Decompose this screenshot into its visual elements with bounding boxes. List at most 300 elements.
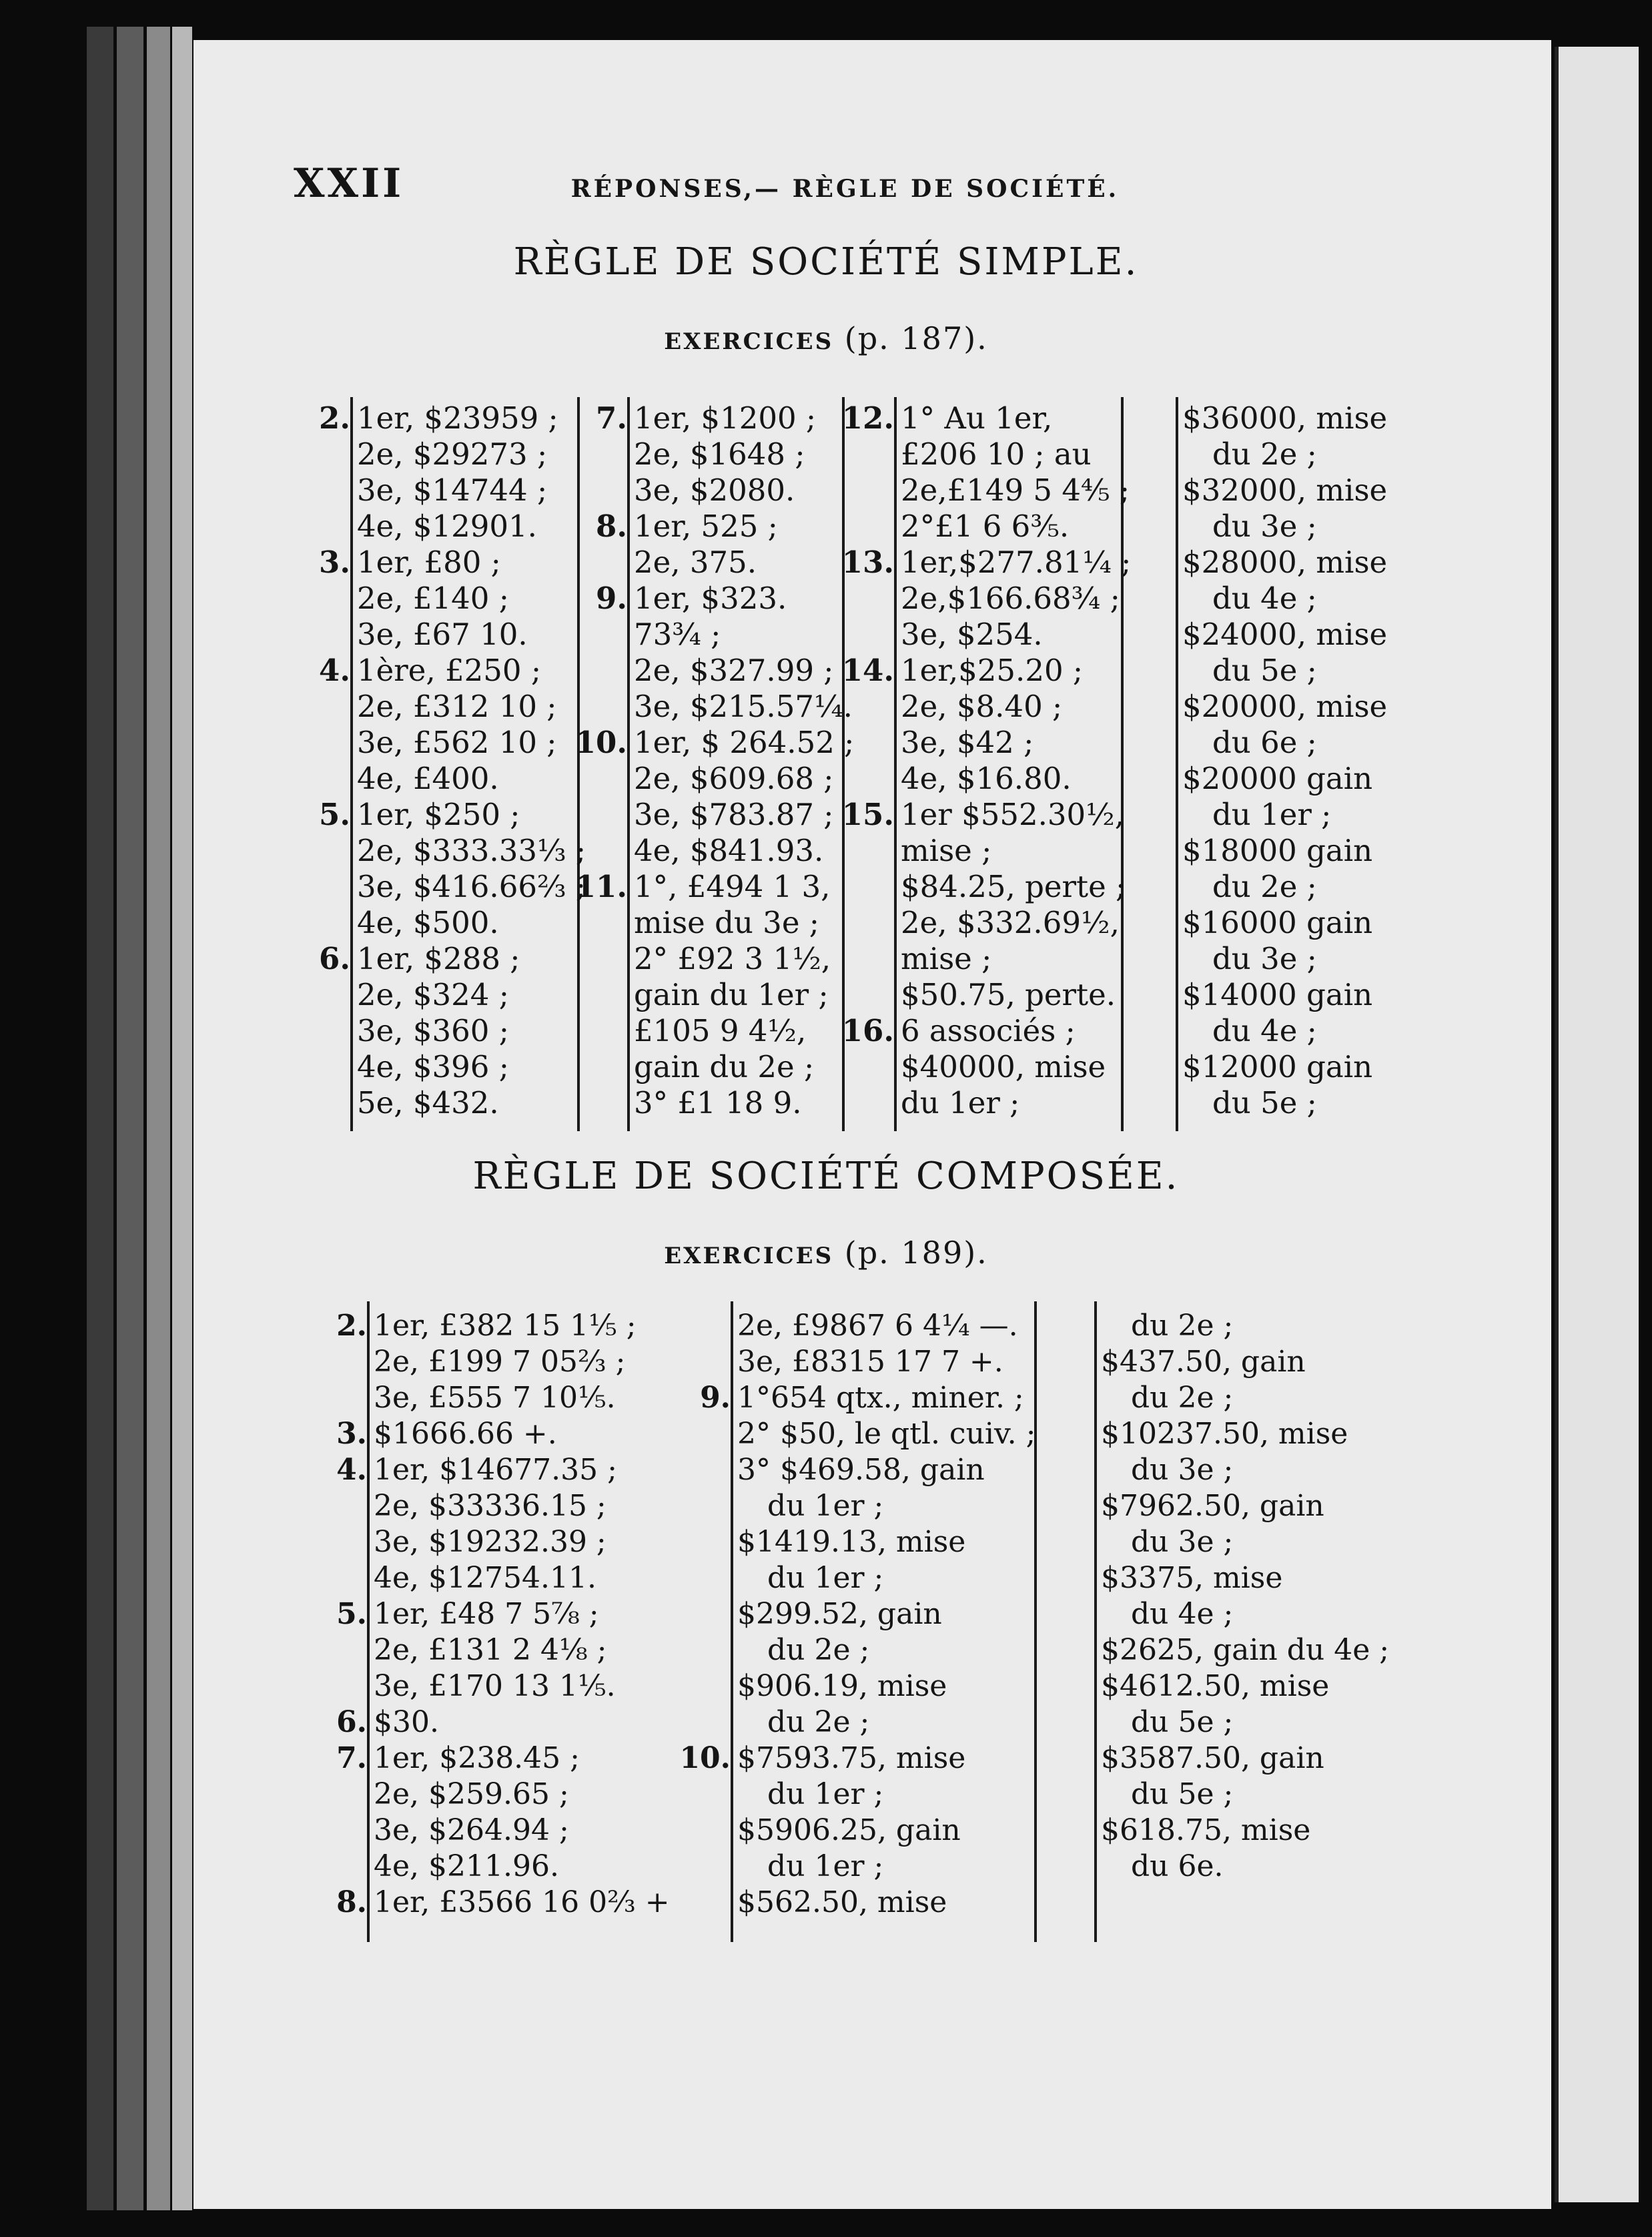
answer-text: du 5e ; — [1212, 1085, 1317, 1121]
answer-line — [901, 472, 1131, 509]
answer-line — [634, 1085, 854, 1121]
answer-text: 2e, $333.33⅓ ; — [357, 833, 586, 868]
answer-text: 1er,$25.20 ; — [901, 653, 1084, 688]
answer-line — [737, 1704, 1036, 1740]
answer-line — [901, 941, 1131, 977]
answer-text: $16000 gain — [1182, 905, 1373, 940]
answer-line — [634, 905, 854, 941]
page-number: XXII — [294, 160, 404, 207]
answer-text: 1er, $ 264.52 ; — [634, 725, 855, 760]
answer-line — [357, 472, 586, 509]
answer-text: 3e, £67 10. — [357, 617, 528, 652]
answer-line — [357, 905, 586, 941]
answer-line — [374, 1488, 670, 1524]
answer-line — [1101, 1308, 1389, 1344]
answer-line — [357, 725, 586, 761]
answer-text: 1ère, £250 ; — [357, 653, 541, 688]
answer-text: 1°654 qtx., miner. ; — [737, 1381, 1024, 1415]
exercise-number: 12. — [841, 400, 894, 436]
answer-text: $24000, mise — [1182, 617, 1388, 652]
answers-column-2 — [574, 400, 855, 1121]
answer-line — [1182, 509, 1387, 545]
answer-text: 1er, £3566 16 0⅔ + — [374, 1885, 670, 1919]
answer-line — [1101, 1380, 1389, 1416]
answer-text: 3e, £562 10 ; — [357, 725, 557, 760]
answer-text: $20000, mise — [1182, 689, 1388, 724]
answer-line — [841, 400, 1131, 436]
answer-text: 2e, £9867 6 4¼ —. — [737, 1309, 1018, 1343]
answer-line — [319, 797, 586, 833]
answer-text: 1er, £80 ; — [357, 545, 501, 580]
column-rule — [627, 397, 630, 1131]
answer-line — [336, 1416, 670, 1452]
answer-line — [901, 436, 1131, 472]
answer-text: 1er, $238.45 ; — [374, 1741, 580, 1775]
answer-line — [1182, 689, 1387, 725]
answer-text: 1°, £494 1 3, — [634, 869, 831, 904]
answer-line — [574, 869, 854, 905]
answer-text: 2° £92 3 1½, — [634, 941, 831, 976]
answer-line — [1182, 761, 1387, 797]
answer-line — [319, 400, 586, 436]
answer-text: du 3e ; — [1131, 1525, 1234, 1559]
answers-column-4 — [1182, 400, 1387, 1121]
answer-text: 2e, 375. — [634, 545, 757, 580]
answer-text: du 2e ; — [1131, 1381, 1234, 1415]
answer-line — [596, 509, 854, 545]
answer-line — [841, 545, 1132, 581]
answer-line — [1182, 941, 1387, 977]
answer-text: 4e, $16.80. — [901, 761, 1072, 796]
answer-text: 2e, $29273 ; — [357, 436, 548, 472]
answer-text: du 5e ; — [1131, 1705, 1234, 1739]
answer-line — [841, 653, 1131, 689]
answer-line — [336, 1596, 670, 1632]
answer-text: 4e, $12901. — [357, 509, 537, 544]
answer-line — [1182, 653, 1387, 689]
exercise-number: 3. — [319, 545, 350, 580]
exercise-number: 8. — [596, 509, 627, 544]
answer-line — [596, 400, 854, 436]
answer-line — [374, 1632, 670, 1668]
answer-text: du 3e ; — [1212, 509, 1317, 544]
answer-text: 6 associés ; — [901, 1013, 1076, 1048]
answer-text: 1er, $323. — [634, 581, 787, 616]
answer-text: 4e, $211.96. — [374, 1849, 559, 1883]
answer-text: $18000 gain — [1182, 833, 1373, 868]
answer-line — [374, 1849, 670, 1885]
answer-line — [357, 977, 586, 1013]
answer-text: 2e, £199 7 05⅔ ; — [374, 1345, 626, 1379]
answer-line — [1101, 1596, 1389, 1632]
answer-text: $12000 gain — [1182, 1049, 1373, 1084]
answer-text: gain du 1er ; — [634, 977, 829, 1012]
section-title-composee: RÈGLE DE SOCIÉTÉ COMPOSÉE. — [472, 1155, 1180, 1198]
answer-text: 4e, $841.93. — [634, 833, 824, 868]
answer-text: du 5e ; — [1131, 1777, 1234, 1811]
answer-line — [901, 869, 1131, 905]
answer-line — [374, 1344, 670, 1380]
exercise-number: 10. — [574, 725, 627, 760]
answer-text: du 6e. — [1131, 1849, 1224, 1883]
answer-line — [357, 1049, 586, 1085]
answer-line — [901, 689, 1131, 725]
answer-text: £105 9 4½, — [634, 1013, 807, 1048]
answer-line — [737, 1632, 1036, 1668]
answer-line — [374, 1813, 670, 1849]
subtitle-word: EXERCICES — [664, 1243, 834, 1269]
answer-line — [1101, 1704, 1389, 1740]
answer-line — [1182, 1049, 1387, 1085]
answer-line — [737, 1452, 1036, 1488]
answer-text: du 1er ; — [767, 1777, 884, 1811]
answer-line — [737, 1596, 1036, 1632]
answer-line — [737, 1344, 1036, 1380]
answer-text: 1er, £382 15 1⅕ ; — [374, 1309, 637, 1343]
exercise-number: 5. — [319, 797, 350, 832]
answer-line — [1101, 1560, 1389, 1596]
answer-line — [357, 833, 586, 869]
answer-line — [737, 1849, 1036, 1885]
answer-line — [634, 1049, 854, 1085]
exercise-number: 11. — [574, 869, 627, 904]
answer-text: 2e,£149 5 4⅘ ; — [901, 472, 1130, 508]
column-rule — [350, 397, 353, 1131]
answer-text: 73¾ ; — [634, 617, 721, 652]
answer-text: du 3e ; — [1212, 941, 1317, 976]
answer-line — [1182, 400, 1387, 436]
answer-line — [574, 725, 855, 761]
answers-column-3 — [1101, 1308, 1389, 1885]
answer-line — [374, 1524, 670, 1560]
answer-text: 1er, $288 ; — [357, 941, 520, 976]
answer-text: du 1er ; — [767, 1561, 884, 1595]
answer-line — [634, 472, 854, 509]
exercise-number: 15. — [841, 797, 894, 832]
answer-text: $437.50, gain — [1101, 1345, 1306, 1379]
answer-line — [336, 1740, 670, 1777]
answer-text: $32000, mise — [1182, 472, 1388, 508]
answer-text: 3e, $14744 ; — [357, 472, 548, 508]
answer-line — [1182, 725, 1387, 761]
answer-text: 4e, £400. — [357, 761, 499, 796]
answer-text: du 2e ; — [767, 1705, 870, 1739]
answer-line — [374, 1777, 670, 1813]
answer-text: du 2e ; — [767, 1633, 870, 1667]
answer-text: $618.75, mise — [1101, 1813, 1311, 1847]
answer-line — [1182, 833, 1387, 869]
column-rule — [731, 1301, 733, 1942]
answer-text: 2°£1 6 6⅗. — [901, 509, 1070, 544]
answer-line — [901, 977, 1131, 1013]
answer-line — [319, 545, 586, 581]
answer-text: $40000, mise — [901, 1049, 1106, 1084]
answer-text: 2e, $324 ; — [357, 977, 509, 1012]
exercise-number: 4. — [319, 653, 350, 688]
answer-text: 3e, $215.57¼. — [634, 689, 853, 724]
answer-line — [737, 1488, 1036, 1524]
answer-line — [374, 1380, 670, 1416]
answer-text: $1666.66 +. — [374, 1417, 557, 1451]
answer-line — [596, 581, 854, 617]
answer-text: mise ; — [901, 941, 992, 976]
page-header — [294, 160, 1119, 207]
answer-line — [1101, 1813, 1389, 1849]
answer-line — [901, 509, 1131, 545]
answer-text: 3° £1 18 9. — [634, 1085, 802, 1121]
answer-line — [901, 1049, 1131, 1085]
exercise-number: 9. — [596, 581, 627, 616]
answer-text: 3e, $254. — [901, 617, 1043, 652]
exercise-number: 4. — [336, 1453, 367, 1487]
section-subtitle-composee — [0, 1235, 1652, 1271]
answer-text: 1er, $250 ; — [357, 797, 520, 832]
exercise-number: 7. — [596, 400, 627, 436]
facing-page-edge — [1555, 47, 1639, 2202]
answer-line — [1182, 545, 1387, 581]
answer-line — [634, 653, 854, 689]
answer-line — [1182, 797, 1387, 833]
exercise-number: 16. — [841, 1013, 894, 1048]
answer-text: 2° $50, le qtl. cuiv. ; — [737, 1417, 1036, 1451]
answer-line — [901, 581, 1131, 617]
answer-text: $299.52, gain — [737, 1597, 942, 1631]
answer-line — [374, 1560, 670, 1596]
answer-text: du 1er ; — [767, 1489, 884, 1523]
answer-line — [1101, 1344, 1389, 1380]
answer-text: 3e, £8315 17 7 +. — [737, 1345, 1003, 1379]
answers-column-1 — [336, 1308, 670, 1921]
answer-line — [1101, 1524, 1389, 1560]
answer-text: 2e, £131 2 4⅛ ; — [374, 1633, 607, 1667]
answer-text: du 2e ; — [1212, 869, 1317, 904]
answer-line — [336, 1452, 670, 1488]
answer-line — [357, 509, 586, 545]
running-head: RÉPONSES,— RÈGLE DE SOCIÉTÉ. — [570, 175, 1120, 203]
answer-line — [1101, 1740, 1389, 1777]
column-rule — [1094, 1301, 1097, 1942]
answer-line — [1182, 905, 1387, 941]
answer-text: du 3e ; — [1131, 1453, 1234, 1487]
answer-line — [901, 905, 1131, 941]
answer-line — [1182, 869, 1387, 905]
answer-text: $1419.13, mise — [737, 1525, 966, 1559]
answer-text: 1er, $23959 ; — [357, 400, 558, 436]
answer-line — [634, 761, 854, 797]
answer-line — [1101, 1668, 1389, 1704]
answer-text: 3e, $42 ; — [901, 725, 1034, 760]
answer-line — [357, 581, 586, 617]
answer-text: 3e, $360 ; — [357, 1013, 509, 1048]
exercise-number: 14. — [841, 653, 894, 688]
answer-text: 2e, $332.69½, — [901, 905, 1120, 940]
answer-line — [634, 545, 854, 581]
answer-line — [357, 436, 586, 472]
exercise-number: 7. — [336, 1741, 367, 1775]
exercise-number: 6. — [319, 941, 350, 976]
answer-text: 4e, $396 ; — [357, 1049, 509, 1084]
answer-line — [1182, 1085, 1387, 1121]
answer-text: 3e, $416.66⅔ ; — [357, 869, 586, 904]
answer-line — [737, 1777, 1036, 1813]
answer-line — [1182, 581, 1387, 617]
answer-text: 1er,$277.81¼ ; — [901, 545, 1132, 580]
answer-line — [700, 1380, 1036, 1416]
answer-text: du 2e ; — [1131, 1309, 1234, 1343]
answer-line — [1182, 977, 1387, 1013]
exercise-number: 8. — [336, 1885, 367, 1919]
section-subtitle-simple — [0, 320, 1652, 356]
answers-column-3 — [841, 400, 1132, 1121]
answer-line — [357, 689, 586, 725]
column-rule — [1176, 397, 1178, 1131]
answer-line — [1101, 1849, 1389, 1885]
section-title-simple: RÈGLE DE SOCIÉTÉ SIMPLE. — [513, 240, 1139, 284]
answer-line — [1101, 1488, 1389, 1524]
answer-text: 4e, $500. — [357, 905, 499, 940]
exercise-number: 13. — [841, 545, 894, 580]
answer-text: 2e, £140 ; — [357, 581, 509, 616]
answer-text: $3375, mise — [1101, 1561, 1283, 1595]
subtitle-ref: (p. 187). — [844, 320, 988, 356]
answer-text: $3587.50, gain — [1101, 1741, 1324, 1775]
answer-text: 2e, $33336.15 ; — [374, 1489, 606, 1523]
answer-text: $30. — [374, 1705, 439, 1739]
answer-text: du 1er ; — [901, 1085, 1020, 1121]
answer-text: 2e, $259.65 ; — [374, 1777, 569, 1811]
answer-line — [1182, 472, 1387, 509]
answer-line — [634, 436, 854, 472]
answer-text: 1er, 525 ; — [634, 509, 778, 544]
answer-text: $50.75, perte. — [901, 977, 1116, 1012]
answer-text: $4612.50, mise — [1101, 1669, 1330, 1703]
answer-text: $20000 gain — [1182, 761, 1373, 796]
exercise-number: 2. — [336, 1309, 367, 1343]
answer-line — [737, 1308, 1036, 1344]
answer-text: $562.50, mise — [737, 1885, 947, 1919]
answer-line — [841, 1013, 1131, 1049]
answer-text: 5e, $432. — [357, 1085, 499, 1121]
answer-text: du 1er ; — [1212, 797, 1332, 832]
answer-line — [634, 689, 854, 725]
answer-line — [357, 1013, 586, 1049]
answer-text: 1° Au 1er, — [901, 400, 1053, 436]
answer-text: $84.25, perte ; — [901, 869, 1126, 904]
answer-text: du 4e ; — [1212, 1013, 1317, 1048]
answer-text: 2e, £312 10 ; — [357, 689, 557, 724]
exercise-number: 9. — [700, 1381, 731, 1415]
answer-text: $5906.25, gain — [737, 1813, 961, 1847]
exercise-number: 5. — [336, 1597, 367, 1631]
answer-line — [841, 797, 1131, 833]
answer-text: mise du 3e ; — [634, 905, 819, 940]
answers-column-2 — [679, 1308, 1036, 1921]
answer-line — [901, 617, 1131, 653]
answer-text: $2625, gain du 4e ; — [1101, 1633, 1390, 1667]
answer-line — [357, 869, 586, 905]
exercise-number: 3. — [336, 1417, 367, 1451]
answer-text: 2e, $8.40 ; — [901, 689, 1063, 724]
answer-line — [737, 1524, 1036, 1560]
exercise-number: 10. — [679, 1741, 731, 1775]
answer-text: 1er $552.30½, — [901, 797, 1125, 832]
answer-text: 3° $469.58, gain — [737, 1453, 985, 1487]
answer-line — [737, 1813, 1036, 1849]
answer-line — [1101, 1416, 1389, 1452]
answer-text: 3e, £170 13 1⅕. — [374, 1669, 616, 1703]
answer-text: 4e, $12754.11. — [374, 1561, 596, 1595]
answer-text: 3e, $264.94 ; — [374, 1813, 569, 1847]
answer-line — [634, 941, 854, 977]
answer-text: du 2e ; — [1212, 436, 1317, 472]
answer-text: 2e, $1648 ; — [634, 436, 805, 472]
answer-line — [1101, 1632, 1389, 1668]
answer-line — [901, 1085, 1131, 1121]
answer-line — [737, 1560, 1036, 1596]
answer-text: du 1er ; — [767, 1849, 884, 1883]
answer-text: du 4e ; — [1212, 581, 1317, 616]
answer-text: 3e, $19232.39 ; — [374, 1525, 606, 1559]
answer-line — [901, 725, 1131, 761]
answer-text: 1er, $14677.35 ; — [374, 1453, 617, 1487]
answer-text: 3e, $2080. — [634, 472, 795, 508]
exercise-number: 2. — [319, 400, 350, 436]
answers-column-1 — [319, 400, 586, 1121]
answer-text: $906.19, mise — [737, 1669, 947, 1703]
answer-text: gain du 2e ; — [634, 1049, 815, 1084]
answer-text: du 5e ; — [1212, 653, 1317, 688]
answer-text: 2e, $327.99 ; — [634, 653, 834, 688]
answer-text: 2e,$166.68¾ ; — [901, 581, 1120, 616]
answer-line — [336, 1308, 670, 1344]
answer-line — [319, 653, 586, 689]
answer-text: 2e, $609.68 ; — [634, 761, 834, 796]
answer-line — [737, 1416, 1036, 1452]
answer-line — [634, 1013, 854, 1049]
answer-line — [357, 761, 586, 797]
subtitle-word: EXERCICES — [664, 328, 834, 355]
answer-line — [737, 1885, 1036, 1921]
column-rule — [894, 397, 897, 1131]
answer-line — [374, 1668, 670, 1704]
answer-text: 3e, $783.87 ; — [634, 797, 834, 832]
answer-line — [1101, 1777, 1389, 1813]
answer-line — [357, 1085, 586, 1121]
answer-line — [634, 977, 854, 1013]
answer-line — [319, 941, 586, 977]
answer-text: 3e, £555 7 10⅕. — [374, 1381, 616, 1415]
answer-text: $14000 gain — [1182, 977, 1373, 1012]
answer-text: $7962.50, gain — [1101, 1489, 1324, 1523]
answer-text: du 4e ; — [1131, 1597, 1234, 1631]
exercise-number: 6. — [336, 1705, 367, 1739]
answer-text: mise ; — [901, 833, 992, 868]
answer-text: du 6e ; — [1212, 725, 1317, 760]
answer-line — [1182, 617, 1387, 653]
answer-line — [336, 1885, 670, 1921]
answer-line — [737, 1668, 1036, 1704]
answer-line — [634, 617, 854, 653]
answer-line — [1182, 1013, 1387, 1049]
answer-line — [336, 1704, 670, 1740]
answer-text: $7593.75, mise — [737, 1741, 966, 1775]
answer-text: $36000, mise — [1182, 400, 1388, 436]
column-rule — [367, 1301, 370, 1942]
answer-line — [901, 833, 1131, 869]
answer-text: 1er, £48 7 5⅞ ; — [374, 1597, 599, 1631]
subtitle-ref: (p. 189). — [844, 1235, 988, 1271]
answer-line — [1182, 436, 1387, 472]
